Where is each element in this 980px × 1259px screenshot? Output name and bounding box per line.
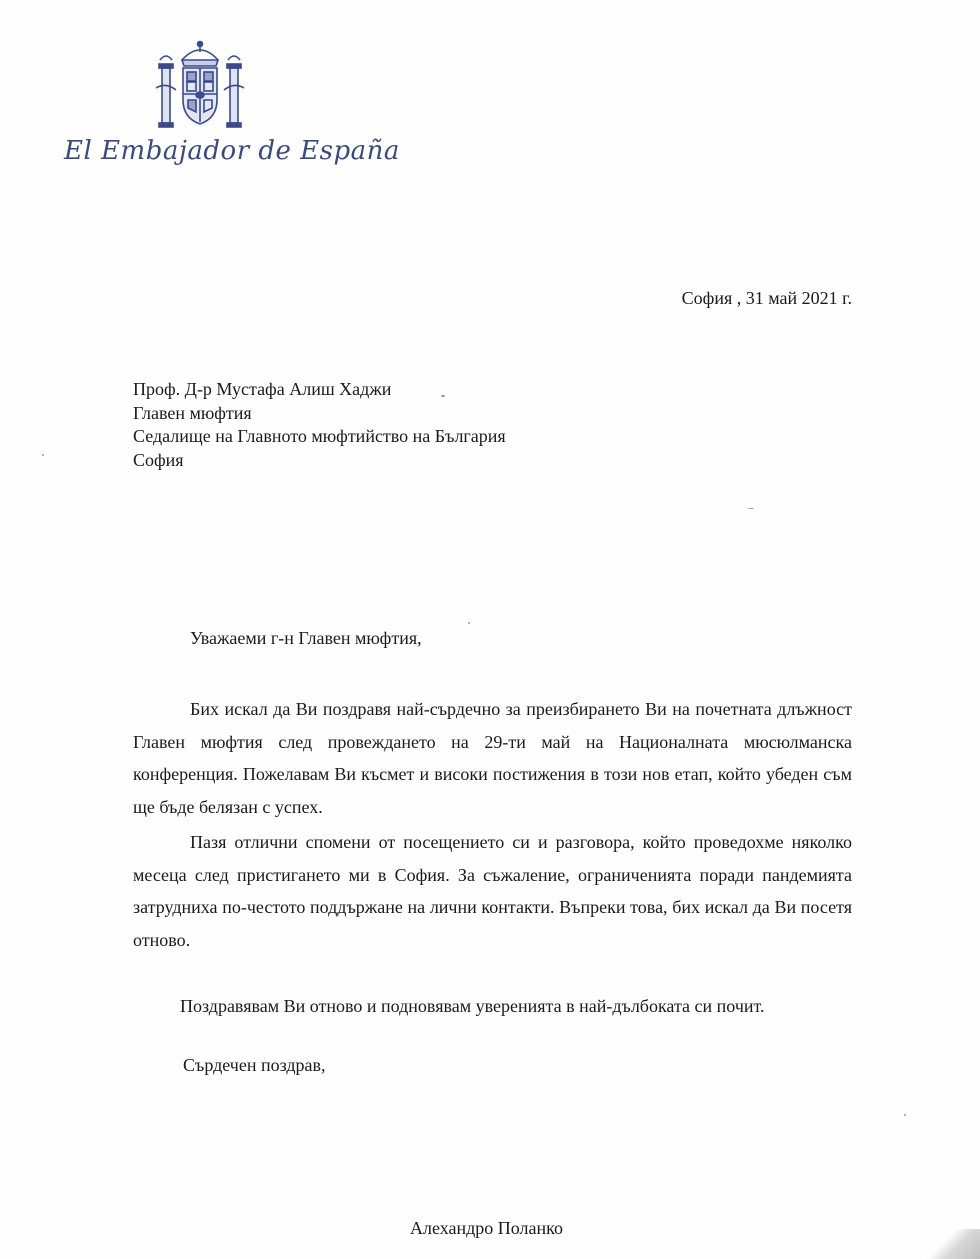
scan-speck xyxy=(441,395,445,397)
signature-name: Алехандро Поланко xyxy=(410,1218,563,1238)
body-paragraph xyxy=(133,826,852,956)
letterhead-title: El Embajador de España xyxy=(64,136,400,166)
page-curl-shadow xyxy=(920,1229,980,1259)
scan-speck xyxy=(42,454,44,456)
addressee-name: Проф. Д-р Мустафа Алиш Хаджи xyxy=(133,379,392,399)
paragraph-congratulations: Бих искал да Ви поздравя най-сърдечно за преизбирането Ви на почетната длъжност Главен мюфтия след провеждането на 29-ти май на Националната мюсюлманска конференция. Пожелавам Ви късмет и високи постижения в този нов етап, който убеден съм ще бъде белязан с успех. xyxy=(133,699,852,817)
addressee-organization: Седалище на Главното мюфтийство на България xyxy=(133,426,506,446)
addressee-block xyxy=(133,378,506,472)
scan-speck xyxy=(904,1114,906,1116)
scan-speck xyxy=(468,622,470,624)
addressee-city: София xyxy=(133,449,184,470)
regards-line: Сърдечен поздрав, xyxy=(183,1055,326,1075)
addressee-title: Главен мюфтия xyxy=(133,402,252,423)
coat-of-arms-icon xyxy=(150,38,250,138)
date-line: София , 31 май 2021 г. xyxy=(681,288,852,308)
salutation: Уважаеми г-н Главен мюфтия, xyxy=(190,628,422,648)
scan-speck xyxy=(748,508,754,509)
paragraph-memories: Пазя отлични спомени от посещението си и разговора, който проведохме няколко месеца след пристигането ми в София. За съжаление, ограниченията поради пандемията затрудниха по-честото поддържане на лични контакти. Въпреки това, бих искал да Ви посетя отново. xyxy=(133,832,852,950)
body-paragraph xyxy=(133,693,852,823)
closing-line: Поздравявам Ви отново и подновявам уверенията в най-дълбоката си почит. xyxy=(180,996,765,1016)
